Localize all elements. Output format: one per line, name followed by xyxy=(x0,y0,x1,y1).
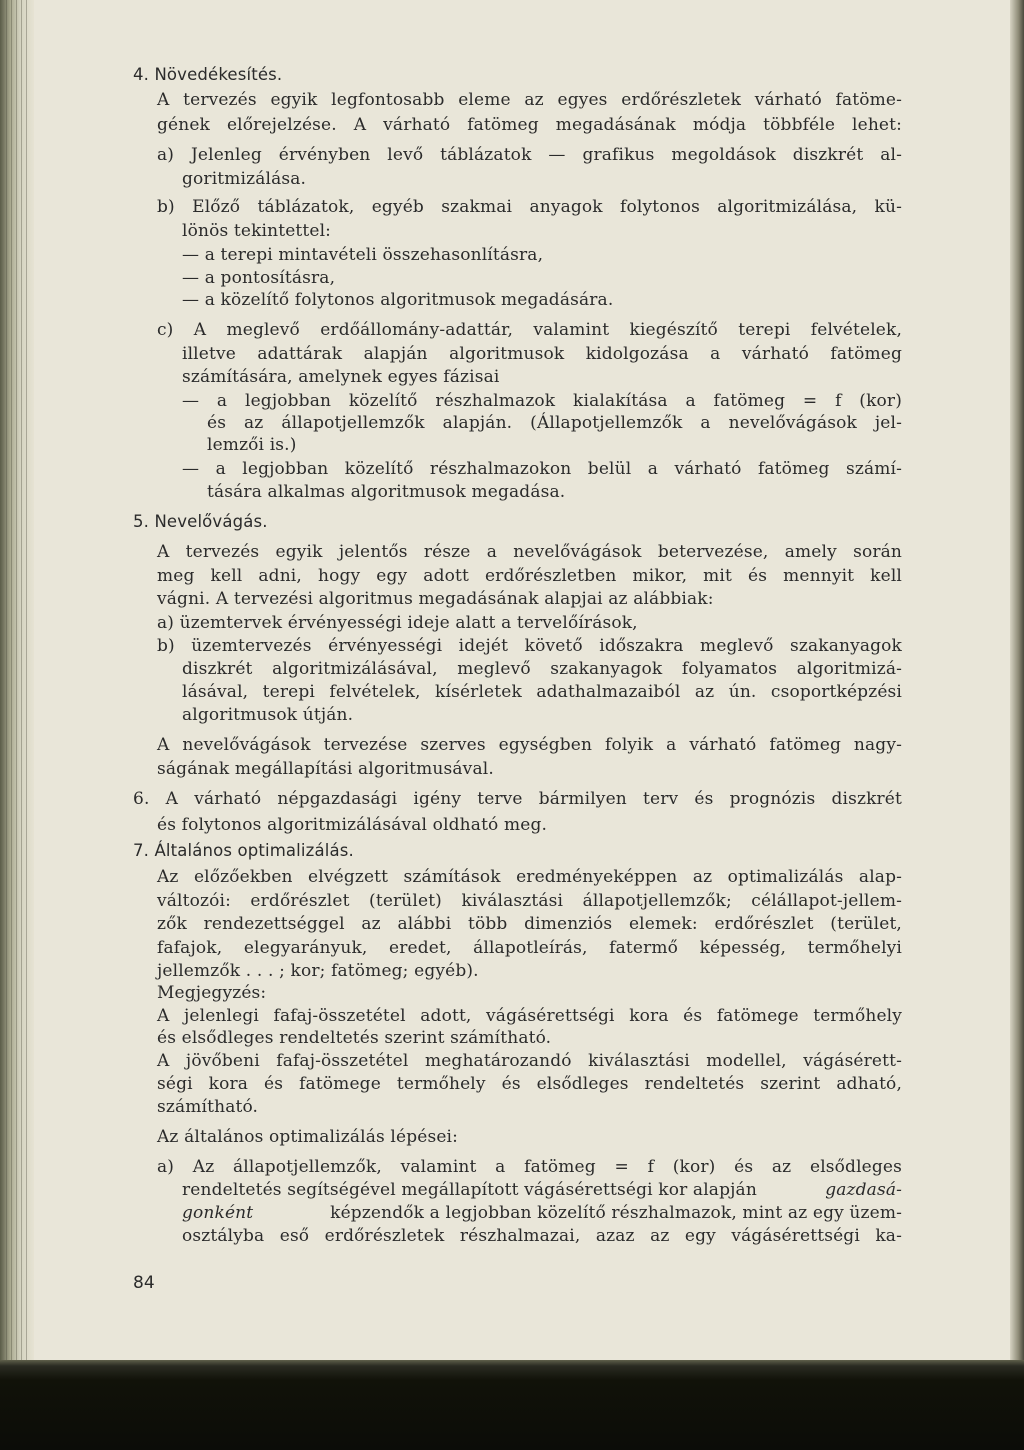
dash-item: — a legjobban közelítő részhalmazok kialakítása a fatömeg = f (kor) xyxy=(182,391,902,411)
dash-item: — a terepi mintavételi összehasonlításra, xyxy=(182,245,544,265)
text-line: fafajok, elegyarányuk, eredet, állapotleírás, fatermő képesség, termőhelyi xyxy=(157,938,902,958)
text-line: tására alkalmas algoritmusok megadása. xyxy=(207,482,566,502)
page-number: 84 xyxy=(133,1273,155,1293)
dash-item: — a pontosításra, xyxy=(182,268,336,288)
text-line: vágni. A tervezési algoritmus megadásának alapjai az alábbiak: xyxy=(157,589,714,609)
dash-item: — a közelítő folytonos algoritmusok megadására. xyxy=(182,290,614,310)
list-item: b) Előző táblázatok, egyéb szakmai anyagok folytonos algoritmizálása, kü- xyxy=(157,197,902,217)
text-line: számítására, amelynek egyes fázisai xyxy=(182,367,500,387)
scan-background xyxy=(0,1360,1024,1450)
text-line: ségi kora és fatömege termőhely és elsődleges rendeltetés szerint adható, xyxy=(157,1074,902,1094)
text-line: számítható. xyxy=(157,1097,259,1117)
text-line: Az általános optimalizálás lépései: xyxy=(157,1127,459,1147)
text-line: illetve adattárak alapján algoritmusok kidolgozása a várható fatömeg xyxy=(182,344,902,364)
text-line: ságának megállapítási algoritmusával. xyxy=(157,759,494,779)
list-item: c) A meglevő erdőállomány-adattár, valamint kiegészítő terepi felvételek, xyxy=(157,320,902,340)
list-item: a) Az állapotjellemzők, valamint a fatömeg = f (kor) és az elsődleges xyxy=(157,1157,902,1177)
text-line: A jövőbeni fafaj-összetétel meghatározandó kiválasztási modellel, vágásérett- xyxy=(157,1051,902,1071)
section-heading: 6. A várható népgazdasági igény terve bármilyen terv és prognózis diszkrét xyxy=(133,789,902,809)
text-line: goritmizálása. xyxy=(182,169,307,189)
text-line: Az előzőekben elvégzett számítások eredményeképpen az optimalizálás alap- xyxy=(157,867,902,887)
text-line: A tervezés egyik legfontosabb eleme az egyes erdőrészletek várható fatöme- xyxy=(157,90,902,110)
text-line: és elsődleges rendeltetés szerint számítható. xyxy=(157,1028,552,1048)
text-line: jellemzők . . . ; kor; fatömeg; egyéb). xyxy=(157,961,479,981)
section-heading: 4. Növedékesítés. xyxy=(133,65,283,84)
text-line: és folytonos algoritmizálásával oldható meg. xyxy=(157,815,548,835)
text-line: és az állapotjellemzők alapján. (Állapotjellemzők a nevelővágások jel- xyxy=(207,413,902,433)
text-line: algoritmusok útján. xyxy=(182,705,354,725)
list-item: a) Jelenleg érvényben levő táblázatok — grafikus megoldások diszkrét al- xyxy=(157,145,902,165)
italic-run: gonként xyxy=(182,1203,254,1223)
italic-run: gazdasá- xyxy=(825,1180,902,1200)
list-item: b) üzemtervezés érvényességi idejét követő időszakra meglevő szakanyagok xyxy=(157,636,902,656)
text-line: osztályba eső erdőrészletek részhalmazai, azaz az egy vágásérettségi ka- xyxy=(182,1226,902,1246)
section-heading: 5. Nevelővágás. xyxy=(133,512,268,531)
text-line xyxy=(182,1202,902,1224)
text-line: A nevelővágások tervezése szerves egységben folyik a várható fatömeg nagy- xyxy=(157,735,902,755)
text-line: gének előrejelzése. A várható fatömeg megadásának módja többféle lehet: xyxy=(157,115,902,135)
text-line: zők rendezettséggel az alábbi több dimenziós elemek: erdőrészlet (terület, xyxy=(157,914,902,934)
text-line: lásával, terepi felvételek, kísérletek adathalmazaiból az ún. csoportképzési xyxy=(182,682,902,702)
text-line: változói: erdőrészlet (terület) kiválasztási állapotjellemzők; célállapot-jellem- xyxy=(157,891,902,911)
section-heading: 7. Általános optimalizálás. xyxy=(133,841,354,860)
list-item: a) üzemtervek érvényességi ideje alatt a tervelőírások, xyxy=(157,613,638,633)
text-line xyxy=(182,1179,902,1201)
text-line: A jelenlegi fafaj-összetétel adott, vágásérettségi kora és fatömege termőhely xyxy=(157,1006,902,1026)
dash-item: — a legjobban közelítő részhalmazokon belül a várható fatömeg számí- xyxy=(182,459,902,479)
text-run: képzendők a legjobban közelítő részhalmazok, mint az egy üzem- xyxy=(330,1203,902,1223)
text-line: meg kell adni, hogy egy adott erdőrészletben mikor, mit és mennyit kell xyxy=(157,566,902,586)
text-line: A tervezés egyik jelentős része a nevelővágások betervezése, amely során xyxy=(157,542,902,562)
text-run: rendeltetés segítségével megállapított vágásérettségi kor alapján xyxy=(182,1180,757,1200)
note-label: Megjegyzés: xyxy=(157,983,267,1003)
text-line: diszkrét algoritmizálásával, meglevő szakanyagok folyamatos algoritmizá- xyxy=(182,659,902,679)
text-line: lemzői is.) xyxy=(207,435,297,455)
text-line: lönös tekintettel: xyxy=(182,221,332,241)
